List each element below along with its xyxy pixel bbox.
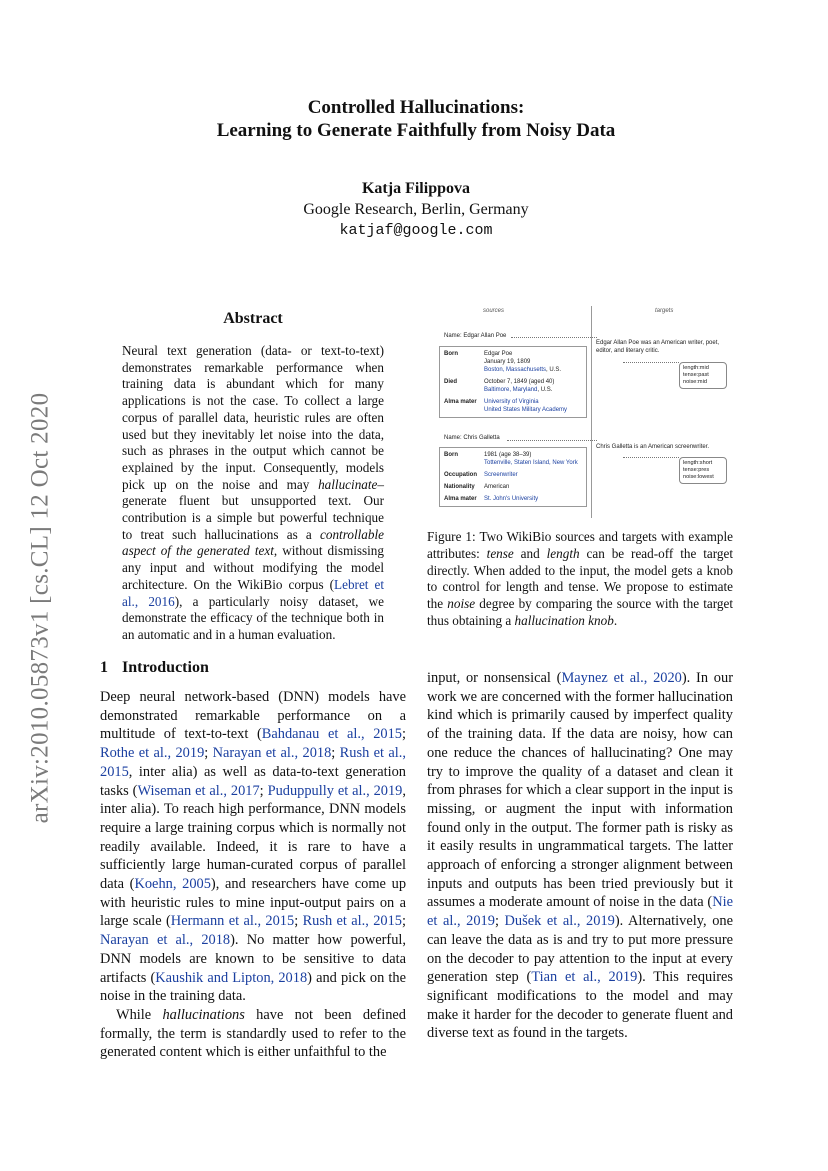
caption-emphasis: tense [486,545,514,561]
body-text: Deep neural network-based (DNN) models have demonstrated remarkable performance on a multitude of text-to-text ( [100,689,406,743]
abstract-body [122,343,384,644]
infobox-value [484,451,582,467]
body-text: ; [331,745,340,762]
author-block [100,178,732,241]
citation-link[interactable]: Maynez et al., 2020 [561,670,682,686]
knob-attribute: noise:lowest [683,474,714,480]
body-text: ; [259,782,268,799]
body-text: ; [294,913,303,930]
infobox-value-text: 1981 (age 38–39) [484,452,532,458]
infobox-name-label: Name: Chris Galletta [444,435,500,441]
body-text: , inter alia) as well as data-to-text generation tasks ( [100,763,406,799]
figure-sources-label: sources [483,308,505,314]
infobox-key: Born [444,351,458,357]
infobox-row [444,471,582,479]
infobox-value-text: Edgar Poe [484,351,513,357]
infobox-name-label: Name: Edgar Allan Poe [444,333,507,339]
abstract-text: Neural text generation (data- or text-to-text) demonstrates remarkable performance when training data is abundant which for many applications is not the case. To collect a large corpus of parallel data, heuristic rules are often used but they inevitably let noise into the data, such as phrases in the output which cannot be explained by the input. Consequently, models pick up on the noise and may [122,343,384,492]
citation-link[interactable]: Kaushik and Lipton, 2018 [155,969,308,986]
arxiv-identifier: arXiv:2010.05873v1 [cs.CL] 12 Oct 2020 [26,392,54,824]
author-name: Katja Filippova [361,180,470,197]
citation-link[interactable]: Rush et al., 2015 [100,745,406,780]
citation-link[interactable]: Rothe et al., 2019 [100,745,205,762]
infobox-key: Nationality [444,484,475,490]
body-text: ; [402,913,406,930]
intro-right-column [427,669,733,1043]
body-emphasis: hallucinations [162,1006,245,1023]
figure-1 [427,304,733,522]
infobox-row [444,451,582,467]
body-text: ) and pick on the noise in the training data. [100,969,406,1005]
infobox-row [444,398,582,414]
attribute-knob-poe [679,362,727,389]
attribute-knob-galletta [679,457,727,484]
body-text: ). This requires significant modifications to the model and may make it harder for the decoder to generate fluent and diverse text as found in the targets. [427,969,733,1042]
body-text: ; [204,745,213,762]
figure-caption [427,529,733,630]
section-heading-introduction [100,659,209,677]
abstract-emphasis: controllable aspect of the generated text [122,526,384,559]
knob-attribute: tense:past [683,372,709,378]
infobox-poe [439,346,587,418]
section-title: Introduction [122,659,209,676]
citation-link[interactable]: Dušek et al., 2019 [504,913,615,930]
title-line-2: Learning to Generate Faithfully from Noisy Data [216,120,616,141]
caption-text: and [513,545,547,561]
infobox-link[interactable]: Baltimore, Maryland [484,387,538,393]
infobox-value-text: , U.S. [546,367,562,373]
citation-link[interactable]: Puduppully et al., 2019 [267,782,403,799]
intro-paragraph-3 [427,669,733,1043]
body-text: ). Alternatively, one can leave the data as is and try to put more pressure on the decoder to pay attention to the input at every generation step ( [427,913,733,986]
infobox-value [484,378,582,394]
citation-link[interactable]: Wiseman et al., 2017 [137,782,260,799]
infobox-value-text: January 19, 1809 [484,359,531,365]
caption-emphasis: length [546,545,580,561]
citation-link[interactable]: Lebret et al., 2016 [122,576,384,609]
target-text-poe: Edgar Allan Poe was an American writer, poet, editor, and literary critic. [596,340,720,354]
body-text: , inter alia). To reach high performance, DNN models require a large training corpus which is normally not readily available. Indeed, it is rare to have a sufficiently large human-curated corpus of parallel data ( [100,782,406,893]
caption-text: can be read-off the target directly. When added to the input, the model gets a knob to control for length and tense. We propose to estimate the [427,545,733,612]
body-text: have not been defined formally, the term is standardly used to refer to the generated content which is either unfaithful to the [100,1006,406,1061]
caption-text: degree by comparing the source with the target thus obtaining a [427,596,733,628]
author-affiliation: Google Research, Berlin, Germany [303,201,529,218]
citation-link[interactable]: Narayan et al., 2018 [100,932,231,949]
knob-attribute: noise:mid [683,379,707,385]
body-text: ). No matter how powerful, DNN models are known to be sensitive to data artifacts ( [100,932,406,986]
citation-link[interactable]: Bahdanau et al., 2015 [261,726,402,743]
infobox-key: Born [444,452,458,458]
knob-attribute: length:mid [683,365,709,371]
intro-paragraph-2 [100,1006,406,1062]
infobox-row [444,378,582,394]
citation-link[interactable]: Tian et al., 2019 [531,969,638,986]
section-number: 1 [100,659,108,676]
author-email: katjaf@google.com [339,222,493,239]
alignment-line [623,457,679,458]
caption-text: . [613,612,618,628]
alignment-line [623,362,679,363]
infobox-link[interactable]: Tottenville, Staten Island, New York [484,460,578,466]
title-line-1: Controlled Hallucinations: [307,97,525,118]
citation-link[interactable]: Nie et al., 2019 [427,894,733,930]
citation-link[interactable]: Narayan et al., 2018 [212,745,332,762]
body-text: ; [402,726,406,743]
infobox-row [444,350,582,374]
paper-title [100,96,732,142]
abstract-emphasis: hallucinate [318,476,378,492]
infobox-key: Occupation [444,472,478,478]
infobox-value [484,398,582,414]
infobox-key: Alma mater [444,496,477,502]
caption-text: Figure 1: Two WikiBio sources and targets with example attributes: [427,529,733,561]
infobox-link[interactable]: Screenwriter [484,472,518,478]
infobox-value-text: American [484,484,510,490]
infobox-link[interactable]: St. John's University [484,496,539,502]
infobox-row [444,495,582,503]
abstract-heading: Abstract [223,310,283,327]
infobox-row [444,483,582,491]
infobox-key: Died [444,379,458,385]
abstract-text: ), a particularly noisy dataset, we demonstrate the efficacy of the technique both in an automatic and in a human evaluation. [122,593,384,642]
citation-link[interactable]: Rush et al., 2015 [302,913,402,930]
alignment-line [511,337,597,338]
arxiv-stamp [22,368,58,848]
target-text-galletta: Chris Galletta is an American screenwriter. [596,444,710,450]
infobox-value-text: October 7, 1849 (aged 40) [484,379,555,385]
body-text: ; [494,913,505,930]
infobox-link[interactable]: University of Virginia [484,399,539,405]
body-text: input, or nonsensical ( [427,670,562,686]
intro-paragraph-1 [100,688,406,1006]
abstract-text: –generate fluent but unsupported text. Our contribution is a simple but powerful technique to treat such hallucinations as a [122,476,384,542]
caption-emphasis: hallucination knob [514,612,614,628]
citation-link[interactable]: Koehn, 2005 [134,876,211,893]
alignment-line [507,440,597,441]
caption-emphasis: noise [447,596,476,612]
intro-left-column [100,688,406,1062]
infobox-key: Alma mater [444,399,477,405]
infobox-link[interactable]: Boston, Massachusetts [484,367,547,373]
knob-attribute: tense:pres [683,467,710,473]
infobox-galletta [439,447,587,507]
body-text: While [116,1006,163,1023]
body-text: ). In our work we are concerned with the former hallucination kind which is primarily caused by imperfect quality of the training data. If the data are noisy, how can one reduce the chances of hallucinating? One may try to improve the quality of a dataset and clean it from phrases for which a clear support in the input is missing, or augment the input with information found only in the output. The former path is risky as it easily results in ungrammatical targets. The latter approach of enforcing a stronger alignment between inputs and outputs has been tried previously but it assumes a moderate amount of noise in the data ( [427,670,733,911]
body-text: ), and researchers have come up with heuristic rules to mine input-output pairs on a large scale ( [100,876,407,930]
abstract-text: , without dismissing any input and without modifying the model architecture. On the WikiBio corpus ( [122,543,384,592]
citation-link[interactable]: Hermann et al., 2015 [170,913,295,930]
infobox-value-text: , U.S. [537,387,553,393]
infobox-value [484,350,582,374]
knob-attribute: length:short [683,460,713,466]
figure-targets-label: targets [655,308,674,314]
infobox-link[interactable]: United States Military Academy [484,407,568,413]
